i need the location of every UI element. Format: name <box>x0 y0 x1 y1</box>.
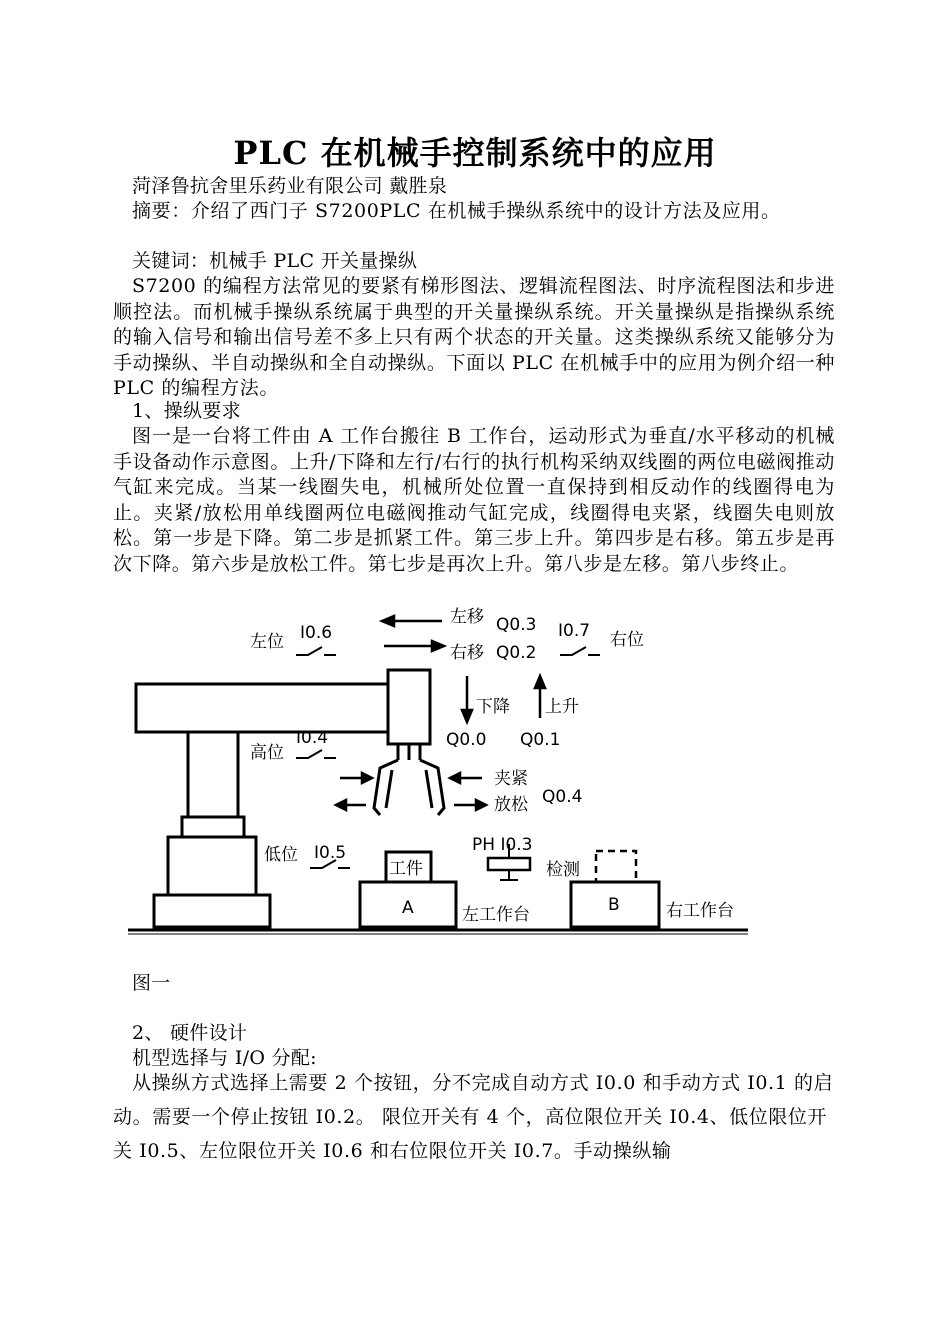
label-workpiece: 工件 <box>389 859 423 879</box>
label-right-move: 右移 <box>450 643 484 663</box>
label-up: 上升 <box>545 697 579 717</box>
release-arrow <box>476 800 486 810</box>
section1-body: 图一是一台将工件由 A 工作台搬往 B 工作台，运动形式为垂直/水平移动的机械手设备动作示意图。上升/下降和左行/右行的执行机构采纳双线圈的两位电磁阀推动气缸来完成。当某一线圈失电，机械所处位置一直保持到相反动作的线圈得电为止。夹紧/放松用单线圈两位电磁阀推动气缸完成，线圈得电夹紧，线圈失电则放松。第一步是下降。第二步是抓紧工件。第三步上升。第四步是右移。第五步是再次下降。第六步是放松工件。第七步是再次上升。第八步是左移。第八步终止。 <box>113 425 835 575</box>
up-arrow <box>535 676 545 688</box>
label-q00: Q0.0 <box>446 730 487 750</box>
robot-base <box>168 837 256 895</box>
label-i04: I0.4 <box>296 728 329 748</box>
label-detect: 检测 <box>546 860 580 880</box>
label-table-b: B <box>608 895 620 915</box>
label-i06: I0.6 <box>300 623 333 643</box>
page-title: PLC 在机械手控制系统中的应用 <box>233 134 717 172</box>
manipulator-diagram <box>0 600 950 945</box>
label-low-pos: 低位 <box>264 845 298 865</box>
section2-subheading: 机型选择与 I/O 分配: <box>132 1047 317 1069</box>
switch-i07 <box>560 647 600 655</box>
label-right-table: 右工作台 <box>666 901 734 921</box>
author-line: 菏泽鲁抗舍里乐药业有限公司 戴胜泉 <box>132 175 448 197</box>
label-i05: I0.5 <box>314 843 347 863</box>
label-q01: Q0.1 <box>520 730 561 750</box>
label-table-a: A <box>402 898 414 918</box>
abstract: 摘要：介绍了西门子 S7200PLC 在机械手操纵系统中的设计方法及应用。 <box>132 200 781 222</box>
horizontal-arm <box>136 684 388 732</box>
robot-foot <box>154 895 270 927</box>
section2-heading: 2、 硬件设计 <box>132 1022 248 1044</box>
clamp-arrow <box>450 773 460 783</box>
label-q04: Q0.4 <box>542 787 583 807</box>
column-collar <box>182 817 244 837</box>
label-release: 放松 <box>494 795 528 815</box>
label-left-table: 左工作台 <box>462 905 530 925</box>
target-position <box>596 851 636 882</box>
arm-head <box>388 670 430 744</box>
label-ph-i03: PH I0.3 <box>472 835 533 855</box>
switch-i06 <box>296 647 336 655</box>
ph-sensor <box>488 858 530 870</box>
label-q03: Q0.3 <box>496 615 537 635</box>
switch-i04 <box>296 750 336 758</box>
label-i07: I0.7 <box>558 621 591 641</box>
right-move-arrow <box>432 641 444 651</box>
down-arrow <box>462 710 472 722</box>
vertical-column <box>188 732 238 817</box>
figure-caption: 图一 <box>132 972 171 994</box>
left-move-arrow <box>382 616 394 626</box>
label-clamp: 夹紧 <box>494 769 528 789</box>
label-left-move: 左移 <box>450 607 484 627</box>
intro-paragraph: S7200 的编程方法常见的要紧有梯形图法、逻辑流程图法、时序流程图法和步进顺控法。而机械手操纵系统属于典型的开关量操纵系统。开关量操纵是指操纵系统的输入信号和输出信号差不多上只有两个状态的开关量。这类操纵系统又能够分为手动操纵、半自动操纵和全自动操纵。下面以 PLC 在机械手中的应用为例介绍一种 PLC 的编程方法。 <box>113 275 835 399</box>
section1-heading: 1、操纵要求 <box>132 400 241 422</box>
keywords: 关键词：机械手 PLC 开关量操纵 <box>132 250 418 272</box>
label-left-pos: 左位 <box>250 632 284 652</box>
label-q02: Q0.2 <box>496 643 537 663</box>
label-down: 下降 <box>476 697 510 717</box>
section2-body: 从操纵方式选择上需要 2 个按钮，分不完成自动方式 I0.0 和手动方式 I0.1 的启动。需要一个停止按钮 I0.2。 限位开关有 4 个，高位限位开关 I0.4、低位限位开关 I0.5、左位限位开关 I0.6 和右位限位开关 I0.7。手动操纵输 <box>113 1072 834 1162</box>
label-high-pos: 高位 <box>250 743 284 763</box>
label-right-pos: 右位 <box>610 630 644 650</box>
